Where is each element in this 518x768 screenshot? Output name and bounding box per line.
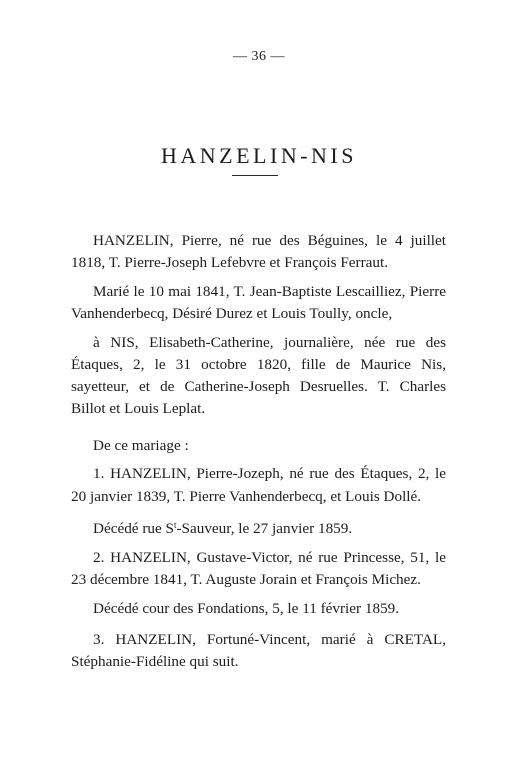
paragraph-child-3: 3. HANZELIN, Fortuné-Vincent, marié à CRETAL, Stéphanie-Fidéline qui suit.	[71, 631, 446, 671]
paragraph-spouse-record: à NIS, Elisabeth-Catherine, journalière, née rue des Étaques, 2, le 31 octobre 1820, fille de Maurice Nis, sayetteur, et de Catherine-Joseph Desruelles. T. Charles Billot et Louis Leplat.	[71, 333, 446, 418]
paragraph-child-2-death: Décédé cour des Fondations, 5, le 11 février 1859.	[93, 599, 400, 617]
page-title: HANZELIN-NIS	[161, 142, 357, 168]
death-text-part-1: Décédé rue S	[93, 520, 174, 538]
death-text-part-2: -Sauveur, le 27 janvier 1859.	[176, 520, 353, 538]
paragraph-child-1: 1. HANZELIN, Pierre-Jozeph, né rue des Étaques, 2, le 20 janvier 1839, T. Pierre Vanhenderbecq, et Louis Dollé.	[71, 465, 446, 505]
death-superscript: t	[173, 520, 177, 531]
paragraph-marriage-record: Marié le 10 mai 1841, T. Jean-Baptiste Lescailliez, Pierre Vanhenderbecq, Désiré Durez et Louis Toully, oncle,	[71, 282, 446, 323]
paragraph-children-heading: De ce mariage :	[93, 436, 189, 454]
paragraph-birth-record: HANZELIN, Pierre, né rue des Béguines, le 4 juillet 1818, T. Pierre-Joseph Lefebvre et François Ferraut.	[71, 232, 446, 272]
title-rule	[232, 175, 278, 176]
paragraph-child-2: 2. HANZELIN, Gustave-Victor, né rue Princesse, 51, le 23 décembre 1841, T. Auguste Jorain et François Michez.	[71, 548, 446, 589]
page-number: — 36 —	[233, 49, 285, 64]
paragraph-child-1-death	[71, 514, 446, 540]
document-body	[71, 230, 446, 680]
